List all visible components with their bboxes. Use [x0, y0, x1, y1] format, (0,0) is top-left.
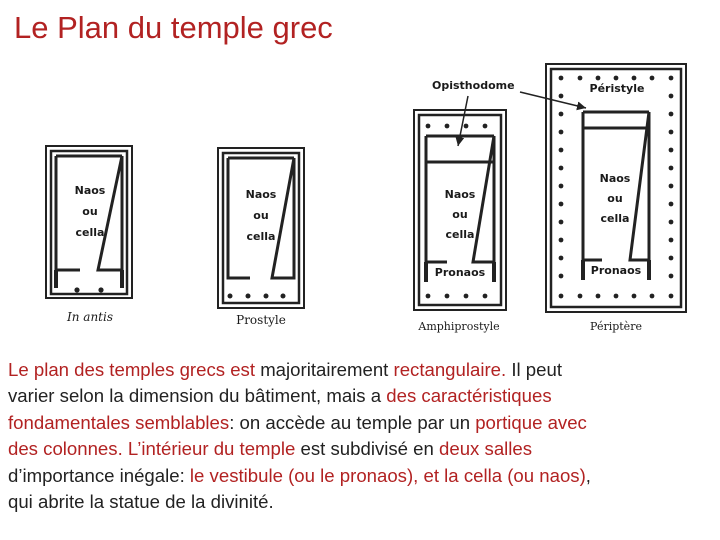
- column-dot: [559, 112, 564, 117]
- column-dot: [559, 274, 564, 279]
- body-text-run: d’importance inégale:: [8, 464, 190, 486]
- body-text-run: Il peut: [506, 359, 562, 380]
- highlighted-text: des colonnes. L’intérieur du temple: [8, 438, 296, 460]
- paragraph-line: [8, 410, 714, 436]
- vestibule-label: Pronaos: [434, 266, 486, 279]
- column-dot: [669, 294, 674, 299]
- highlighted-text: Le plan des temples grecs est: [8, 359, 256, 380]
- room-label: cella: [75, 226, 105, 239]
- column-dot: [669, 238, 674, 243]
- plan-amphiprostyle: [414, 110, 506, 333]
- plan-in-antis: [46, 146, 132, 324]
- column-dot: [559, 94, 564, 99]
- column-dot: [578, 76, 583, 81]
- body-text-run: : on accède au temple par un: [229, 411, 476, 433]
- column-dot: [669, 130, 674, 135]
- paragraph-line: [8, 436, 714, 462]
- column-dot: [669, 256, 674, 261]
- description-paragraph: [8, 357, 714, 515]
- column-dot: [596, 294, 601, 299]
- paragraph-line: [8, 463, 714, 489]
- highlighted-text: le vestibule (ou le pronaos), et la cella (ou naos): [189, 464, 586, 486]
- column-dot: [596, 76, 601, 81]
- body-text-run: qui abrite la statue de la divinité.: [8, 491, 274, 513]
- column-dot: [669, 112, 674, 117]
- peristyle-label: Péristyle: [589, 82, 645, 95]
- room-label: ou: [82, 205, 98, 218]
- paragraph-line: [8, 489, 714, 515]
- column-dot: [669, 220, 674, 225]
- body-text-run: est subdivisé en: [295, 438, 440, 460]
- page-title: Le Plan du temple grec: [14, 10, 333, 45]
- column-dot: [559, 220, 564, 225]
- column-dot: [669, 184, 674, 189]
- column-dot: [559, 202, 564, 207]
- body-text-run: varier selon la dimension du bâtiment, mais a: [8, 385, 387, 407]
- highlighted-text: des caractéristiques: [386, 385, 552, 407]
- plan-prostyle: [218, 148, 304, 327]
- column-dot: [614, 294, 619, 299]
- column-dot: [614, 76, 619, 81]
- opisthodome-label: Opisthodome: [432, 79, 515, 92]
- column-dot: [669, 148, 674, 153]
- room-label: Naos: [74, 184, 106, 197]
- room-label: cella: [600, 212, 630, 225]
- column-dot: [559, 148, 564, 153]
- room-label: ou: [607, 192, 623, 205]
- peristyle-arrow: [520, 92, 586, 108]
- paragraph-line: [8, 357, 714, 383]
- room-label: Naos: [444, 188, 476, 201]
- room-label: ou: [253, 209, 269, 222]
- temple-plans-figure: [0, 58, 720, 348]
- plan-caption: In antis: [67, 310, 113, 324]
- column-dot: [559, 294, 564, 299]
- room-label: ou: [452, 208, 468, 221]
- column-dot: [669, 202, 674, 207]
- plan-periptere: [546, 64, 686, 333]
- highlighted-text: portique avec: [475, 411, 587, 433]
- column-dot: [669, 94, 674, 99]
- column-dot: [669, 274, 674, 279]
- column-dot: [650, 294, 655, 299]
- room-label: cella: [445, 228, 475, 241]
- column-dot: [632, 294, 637, 299]
- plan-caption: Prostyle: [236, 313, 286, 327]
- room-label: Naos: [599, 172, 631, 185]
- column-dot: [559, 166, 564, 171]
- opisthodome-arrow: [458, 96, 468, 146]
- highlighted-text: fondamentales semblables: [8, 411, 230, 433]
- highlighted-text: deux salles: [439, 438, 533, 460]
- column-dot: [632, 76, 637, 81]
- column-dot: [559, 256, 564, 261]
- column-dot: [559, 184, 564, 189]
- body-text-run: ,: [585, 464, 591, 486]
- column-dot: [559, 238, 564, 243]
- column-dot: [578, 294, 583, 299]
- plan-caption: Amphiprostyle: [418, 320, 500, 333]
- column-dot: [559, 130, 564, 135]
- vestibule-label: Pronaos: [590, 264, 642, 277]
- highlighted-text: rectangulaire.: [393, 359, 507, 380]
- column-dot: [669, 166, 674, 171]
- body-text-run: majoritairement: [255, 359, 394, 380]
- paragraph-line: [8, 383, 714, 409]
- column-dot: [559, 76, 564, 81]
- column-dot: [650, 76, 655, 81]
- room-label: cella: [246, 230, 276, 243]
- plan-caption: Périptère: [590, 320, 642, 333]
- column-dot: [669, 76, 674, 81]
- room-label: Naos: [245, 188, 277, 201]
